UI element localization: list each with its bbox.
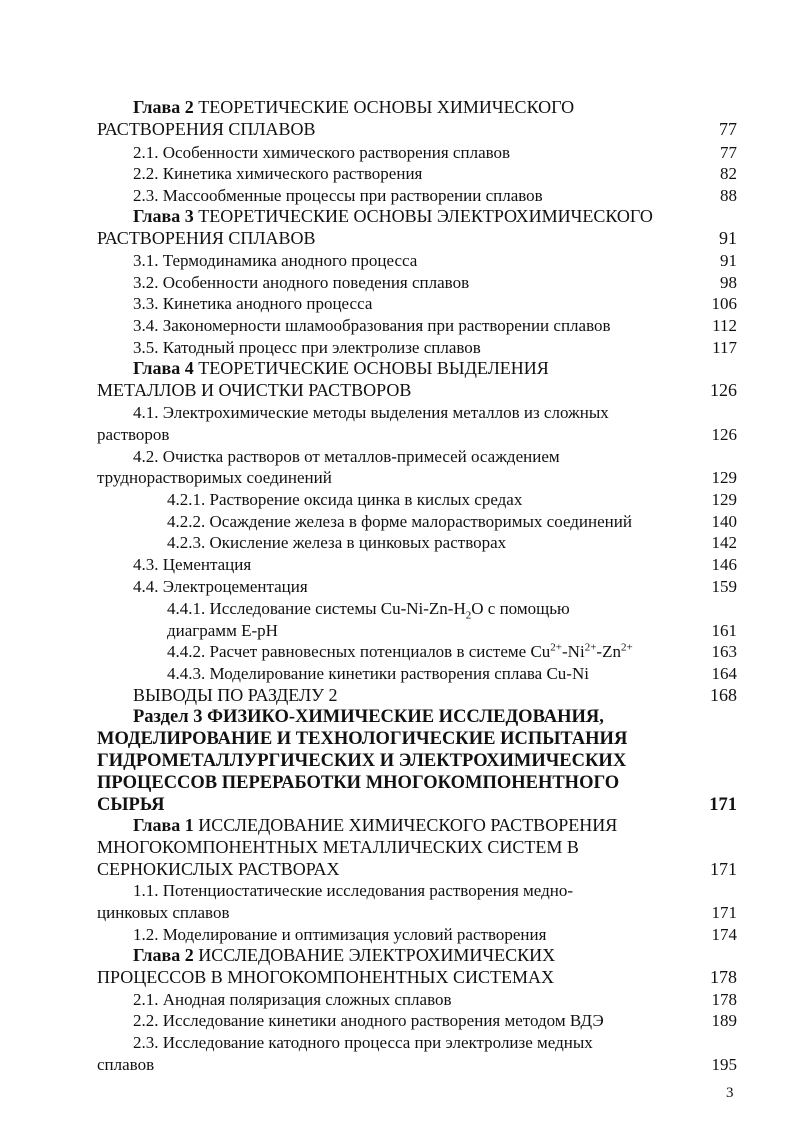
toc-entry [0, 402, 793, 423]
chapter-label: Глава 3 [133, 206, 194, 226]
toc-entry [0, 424, 793, 445]
toc-chapter-heading [0, 358, 793, 379]
toc-entry [0, 880, 793, 901]
subscript: 2 [465, 609, 472, 622]
toc-entry-text: 3.5. Катодный процесс при электролизе сплавов [133, 338, 481, 357]
toc-entry-text: 3.3. Кинетика анодного процесса [133, 294, 373, 313]
chapter-title: ИССЛЕДОВАНИЕ ХИМИЧЕСКОГО РАСТВОРЕНИЯ [193, 815, 618, 835]
chapter-title: ТЕОРЕТИЧЕСКИЕ ОСНОВЫ ВЫДЕЛЕНИЯ [193, 358, 549, 378]
toc-entry [0, 641, 793, 662]
toc-entry [0, 989, 793, 1010]
toc-entry-text: РАСТВОРЕНИЯ СПЛАВОВ [97, 119, 316, 139]
toc-entry-text: СЕРНОКИСЛЫХ РАСТВОРАХ [97, 859, 340, 879]
toc-page-number: 106 [711, 294, 737, 313]
toc-chapter-heading [0, 206, 793, 227]
toc-entry [0, 185, 793, 206]
toc-page-number: 189 [711, 1011, 737, 1030]
toc-entry [0, 272, 793, 293]
toc-page-number: 142 [711, 533, 737, 552]
toc-entry [0, 250, 793, 271]
entry-text-part: 4.4.1. Исследование системы Cu-Ni-Zn-H [167, 599, 466, 618]
toc-entry-text: 2.2. Кинетика химического растворения [133, 164, 423, 183]
toc-entry-text [133, 945, 555, 966]
toc-entry [0, 663, 793, 684]
toc-entry-text: 2.1. Особенности химического растворения сплавов [133, 143, 511, 162]
toc-entry-text: труднорастворимых соединений [97, 468, 332, 487]
toc-page-number: 178 [710, 967, 737, 987]
toc-entry-text: МНОГОКОМПОНЕНТНЫХ МЕТАЛЛИЧЕСКИХ СИСТЕМ В [97, 837, 579, 857]
toc-page-number: 77 [720, 143, 737, 162]
toc-entry-text: ГИДРОМЕТАЛЛУРГИЧЕСКИХ И ЭЛЕКТРОХИМИЧЕСКИХ [97, 751, 627, 771]
toc-entry [0, 576, 793, 597]
toc-page-number: 129 [711, 468, 737, 487]
toc-page-number: 171 [711, 903, 737, 922]
toc-entry-text: 2.1. Анодная поляризация сложных сплавов [133, 990, 452, 1009]
superscript: 2+ [584, 641, 597, 654]
toc-page-number: 161 [711, 621, 737, 640]
toc-entry [0, 467, 793, 488]
toc-section-heading [0, 751, 793, 772]
toc-page-number: 140 [711, 512, 737, 531]
toc-page-number: 174 [711, 925, 737, 944]
toc-entry-text [133, 97, 574, 118]
toc-entry [0, 532, 793, 553]
toc-page-number: 171 [710, 859, 737, 879]
toc-entry-text: 4.1. Электрохимические методы выделения металлов из сложных [133, 403, 609, 422]
toc-entry [0, 163, 793, 184]
toc-entry [0, 337, 793, 358]
entry-text-part: -Zn [596, 642, 621, 661]
toc-entry-text: 2.2. Исследование кинетики анодного растворения методом ВДЭ [133, 1011, 604, 1030]
toc-entry-text: 4.4.3. Моделирование кинетики растворения сплава Cu-Ni [167, 664, 589, 683]
toc-entry-text: 4.2. Очистка растворов от металлов-примесей осаждением [133, 447, 560, 466]
toc-chapter-heading [0, 945, 793, 966]
toc-page-number: 98 [720, 273, 737, 292]
toc-entry-text: 1.2. Моделирование и оптимизация условий растворения [133, 925, 547, 944]
toc-section-heading [0, 707, 793, 728]
toc-entry-text: диаграмм E-pH [167, 621, 278, 640]
toc-entry [0, 1010, 793, 1031]
toc-entry [0, 489, 793, 510]
toc-entry-text: сплавов [97, 1055, 155, 1074]
toc-page-number: 88 [720, 186, 737, 205]
toc-entry-text [167, 598, 570, 622]
toc-entry-text: МЕТАЛЛОВ И ОЧИСТКИ РАСТВОРОВ [97, 380, 412, 400]
toc-entry-text: Раздел 3 ФИЗИКО-ХИМИЧЕСКИЕ ИССЛЕДОВАНИЯ, [133, 707, 604, 727]
toc-entry-text: СЫРЬЯ [97, 795, 165, 815]
toc-entry-text [133, 815, 617, 836]
toc-entry-text [133, 206, 653, 227]
toc-page-number: 146 [711, 555, 737, 574]
toc-page-number: 91 [719, 228, 737, 248]
toc-page-number: 178 [711, 990, 737, 1009]
toc-entry-text: ПРОЦЕССОВ ПЕРЕРАБОТКИ МНОГОКОМПОНЕНТНОГО [97, 773, 620, 793]
toc-entry [0, 685, 793, 706]
entry-text-part: O с помощью [471, 599, 570, 618]
superscript: 2+ [550, 641, 563, 654]
entry-text-part: -Ni [562, 642, 585, 661]
toc-entry [0, 967, 793, 988]
toc-entry-text: РАСТВОРЕНИЯ СПЛАВОВ [97, 228, 316, 248]
toc-chapter-heading [0, 815, 793, 836]
toc-page-number: 129 [711, 490, 737, 509]
chapter-title: ИССЛЕДОВАНИЕ ЭЛЕКТРОХИМИЧЕСКИХ [193, 945, 556, 965]
toc-entry [0, 924, 793, 945]
toc-page-number: 126 [711, 425, 737, 444]
toc-entry-text: 2.3. Исследование катодного процесса при электролизе медных [133, 1033, 593, 1052]
chapter-label: Глава 4 [133, 358, 194, 378]
toc-page-number: 82 [720, 164, 737, 183]
toc-entry-text: ПРОЦЕССОВ В МНОГОКОМПОНЕНТНЫХ СИСТЕМАХ [97, 967, 554, 987]
toc-page-number: 91 [720, 251, 737, 270]
toc-entry-text: 3.2. Особенности анодного поведения сплавов [133, 273, 470, 292]
toc-entry [0, 446, 793, 467]
toc-page-number: 171 [709, 795, 737, 815]
chapter-title: ТЕОРЕТИЧЕСКИЕ ОСНОВЫ ЭЛЕКТРОХИМИЧЕСКОГО [193, 206, 653, 226]
toc-page-number: 112 [712, 316, 737, 335]
toc-entry [0, 293, 793, 314]
toc-entry-text: 3.4. Закономерности шламообразования при растворении сплавов [133, 316, 611, 335]
toc-entry-text [133, 358, 549, 379]
toc-entry [0, 902, 793, 923]
toc-page-number: 168 [710, 685, 737, 705]
toc-entry-text: 2.3. Массообменные процессы при растворении сплавов [133, 186, 543, 205]
toc-entry-text: 3.1. Термодинамика анодного процесса [133, 251, 418, 270]
toc-page-number: 159 [711, 577, 737, 596]
toc-section-heading [0, 773, 793, 794]
chapter-title: ТЕОРЕТИЧЕСКИЕ ОСНОВЫ ХИМИЧЕСКОГО [193, 97, 575, 117]
toc-entry [0, 380, 793, 401]
chapter-label: Глава 1 [133, 815, 194, 835]
toc-entry [0, 511, 793, 532]
toc-section-heading [0, 729, 793, 750]
toc-entry-text: растворов [97, 425, 170, 444]
superscript: 2+ [620, 641, 633, 654]
toc-page-number: 117 [712, 338, 737, 357]
toc-entry-text: МОДЕЛИРОВАНИЕ И ТЕХНОЛОГИЧЕСКИЕ ИСПЫТАНИЯ [97, 729, 628, 749]
chapter-label: Глава 2 [133, 97, 194, 117]
toc-section-heading [0, 795, 793, 816]
toc-entry [0, 620, 793, 641]
toc-entry [0, 142, 793, 163]
toc-entry [0, 315, 793, 336]
toc-entry-text: ВЫВОДЫ ПО РАЗДЕЛУ 2 [133, 685, 338, 705]
toc-entry [0, 554, 793, 575]
toc-page-number: 164 [711, 664, 737, 683]
entry-text-part: 4.4.2. Расчет равновесных потенциалов в системе Cu [167, 642, 551, 661]
chapter-label: Глава 2 [133, 945, 194, 965]
toc-entry-text: 1.1. Потенциостатические исследования растворения медно- [133, 881, 574, 900]
toc-entry-text: 4.3. Цементация [133, 555, 252, 574]
toc-entry-text: 4.4. Электроцементация [133, 577, 308, 596]
toc-page-number: 126 [710, 380, 737, 400]
toc-entry [0, 859, 793, 880]
toc-page-number: 195 [711, 1055, 737, 1074]
toc-entry [0, 228, 793, 249]
toc-page-number: 163 [711, 642, 737, 661]
toc-entry [0, 1054, 793, 1075]
toc-entry-text: 4.2.1. Растворение оксида цинка в кислых средах [167, 490, 523, 509]
toc-chapter-heading [0, 97, 793, 118]
toc-entry-text [167, 641, 633, 662]
toc-entry [0, 119, 793, 140]
toc-entry [0, 1032, 793, 1053]
toc-entry-text: цинковых сплавов [97, 903, 230, 922]
toc-page-number: 77 [719, 119, 737, 139]
toc-entry [0, 837, 793, 858]
page-number: 3 [726, 1085, 734, 1101]
toc-entry-text: 4.2.2. Осаждение железа в форме малорастворимых соединений [167, 512, 632, 531]
toc-entry [0, 598, 793, 622]
toc-entry-text: 4.2.3. Окисление железа в цинковых растворах [167, 533, 507, 552]
